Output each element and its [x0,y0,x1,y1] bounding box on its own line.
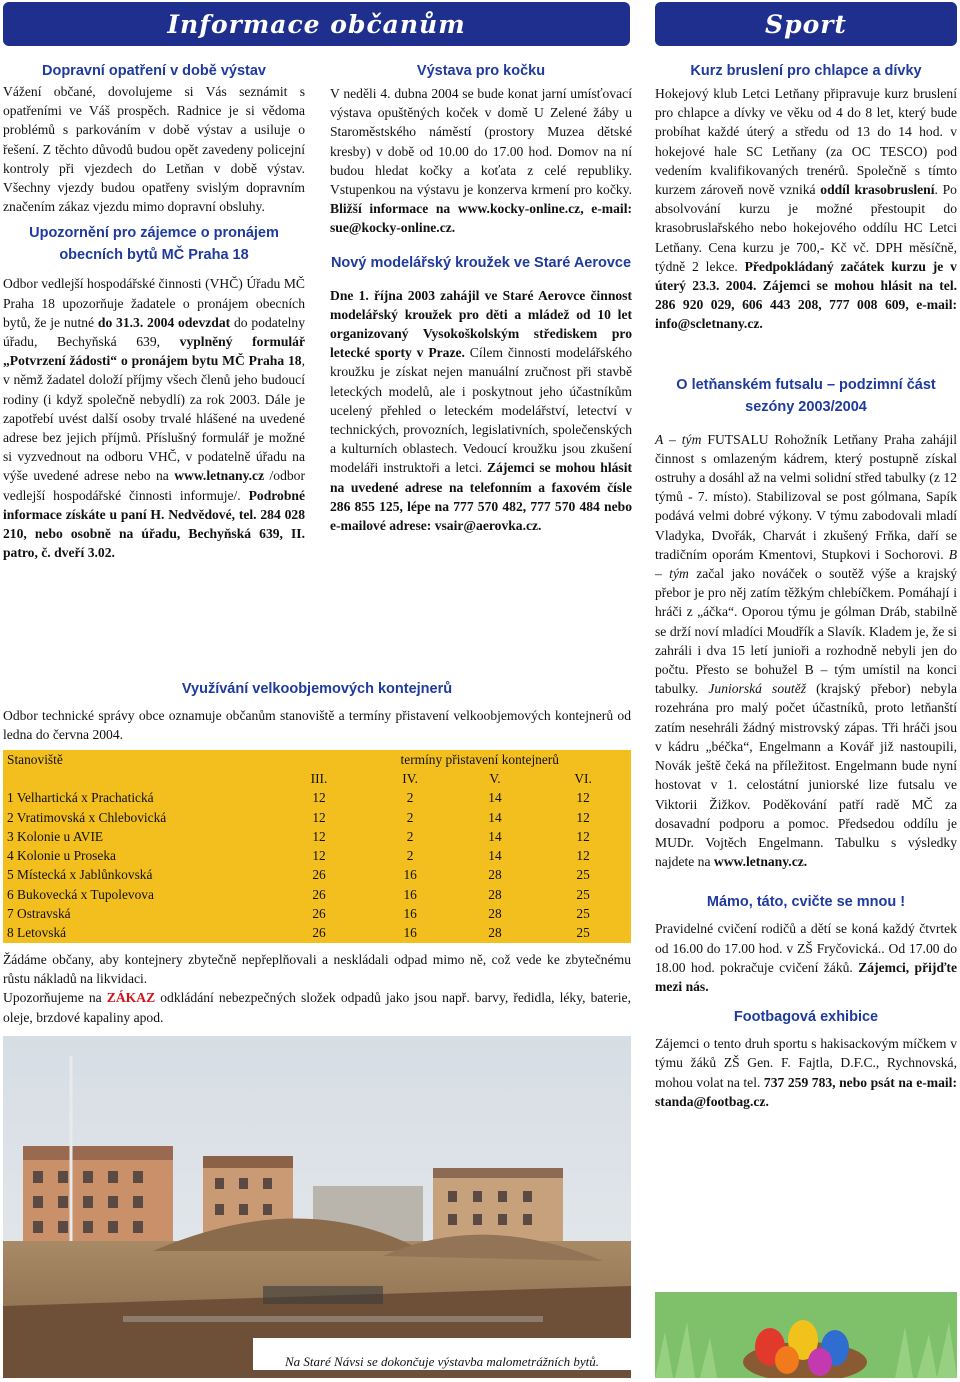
cell: 26 [312,886,326,902]
column-header-terminy: termíny přistavení kontejnerů [400,751,559,767]
construction-photo [3,1036,631,1378]
text: FUTSALU Rohožník Letňany Praha zahájil činnost s omlazeným kádrem, který postupně získal ostruhy a dosáhl až na velmi solidní střed tabulky (z 12 týmů - 7. místo). Stabilizoval se post gólmana, Sapík podává velmi dobré výkony. V týmu zabodovali mladí Vladyka, Dvořák, Charvát i zkušený Frňka, daří se tradičním oporám Kmentovi, Stupkovi i Sochorovi. [655,431,958,562]
row-name: 5 Místecká x Jablůnkovská [7,867,153,883]
text: V neděli 4. dubna 2004 se bude konat jarní umísťovací výstava opuštěných koček v domě U Zelené žáby u Staroměstského náměstí (prostory Muzea dětské kresby) v době od 10.00 do 17.00 hod. Domov na ní budou hledat kočky a koťata z celé republiky. Vstupenkou na výstavu je konzerva krmení pro kočky. [330,86,632,198]
article-pronajem-bytu [3,274,305,562]
kontejnery-intro: Odbor technické správy obce oznamuje občanům stanoviště a termíny přistavení velkoobjemových kontejnerů od ledna do června 2004. [3,708,631,743]
cell: 25 [576,886,590,902]
cell: 12 [576,828,590,844]
table-row [3,904,631,923]
cell: 2 [406,790,414,806]
text: /odbor vedlejší hospodářské činnosti informuje/. [3,468,306,503]
table-row [3,866,631,885]
text: do podatelny úřadu, Bechyňská 639, [3,314,305,350]
cell: 28 [488,867,502,883]
contact-text: Podrobné informace získáte u paní H. Nedvědové, tel. 284 028 210, nebo osobně na úřadu, Bechyňská 639, II. patro, č. dveří 3.02. [3,487,305,561]
row-name: 8 Letovská [7,925,67,941]
article-vystava-pro-kocku [330,84,632,238]
team-label: Juniorská soutěž [708,681,807,697]
month-header: IV. [402,770,418,786]
table-row [3,789,631,808]
cell: 26 [312,906,326,922]
column-left [3,60,305,562]
row-name: 6 Bukovecká x Tupolevova [7,886,154,902]
lead-text: Dne 1. října 2003 zahájil ve Staré Aerovce činnost modelářský kroužek pro děti a mládež od 10 let organizovaný Vysokoškolským střediskem pro letecké sporty v Praze. [330,287,632,361]
deadline-text: do 31.3. 2004 odevzdat [97,314,231,330]
cell: 12 [312,790,326,806]
heading-kontejnery: Využívání velkoobjemových kontejnerů [181,681,453,697]
heading-modelarsky-krouzek: Nový modelářský kroužek ve Staré Aerovce [330,254,632,271]
heading-dopravni-opatreni: Dopravní opatření v době výstav [41,63,266,79]
table-row [3,885,631,904]
text: Hokejový klub Letci Letňany připravuje kurz bruslení pro chlapce a dívky ve věku od 4 do 8 let, který bude probíhat každé úterý a středu od 13 do 14 hod. v hokejové hale SC Letňany (za OC TESCO) pod vedením kvalifikovaných trenérů. Společně s tímto kurzem zároveň nově vzniká [655,86,957,198]
cell: 12 [312,809,326,825]
text: (krajský přebor) nebyla rozehrána pro malý počet účastníků, proto letňanští zatím nesehráli žádný mistrovský zápas. Tři hráči jsou v kádru „béčka“, Engelmann a Kovář již nastoupili, Novák ještě čeká na příležitost. Engelmann bude nyní hostovat v 1. celostátní juniorské lize futsalu ve Viktorii Žižkov. Poděkování patří radě MČ za dosavadní podporu a pomoc. Předsedou oddílu je MUDr. Vojtěch Engelmann. Tabulku s výsledky najdete na [655,681,957,870]
cell: 2 [406,828,414,844]
invite-text: Zájemci, přijďte mezi nás. [655,959,957,994]
cell: 14 [488,828,502,844]
note-zbytecne: Žádáme občany, aby kontejnery zbytečně nepřeplňovali a neskládali odpad mimo ně, což vede ke zbytečnému růstu nákladů na likvidaci. [3,952,631,987]
text: Zájemci o tento druh sportu s hakisackovým míčkem v týmu žáků ZŠ Gen. F. Fajtla, D.F.C., Rychnovská, mohou volat na tel. [655,1036,957,1090]
contact-text: Bližší informace na www.kocky-online.cz, e-mail: sue@kocky-online.cz. [330,201,632,236]
row-name: 1 Velhartická x Prachatická [7,790,154,806]
team-label: B – tým [655,546,957,582]
text: odkládání nebezpečných složek odpadů jako jsou např. barvy, ředidla, léky, baterie, oleje, brzdové kapaliny apod. [3,990,631,1025]
table-row [3,808,631,827]
cell: 14 [488,790,502,806]
article-mamo-tato [655,919,957,996]
text: Upozorňujeme na [3,990,107,1006]
section-header-sport: Sport [655,2,957,46]
text: , v němž žadatel doloží příjmy všech členů jeho budoucí rodiny (i když společně nebydlí) za rok 2003. Dále je zapotřebí uvést další osoby trvalé hlášené na uvedené adrese bez jejich příjmů. Příslušný formulář je možné si vyzvednout na odboru VHČ, v podatelně úřadu na výše uvedené adrese nebo na [3,353,305,484]
row-name: 3 Kolonie u AVIE [7,828,104,844]
column-right [655,60,957,1111]
cell: 2 [406,809,414,825]
heading-vystava-pro-kocku: Výstava pro kočku [416,63,546,79]
heading-footbag: Footbagová exhibice [733,1009,879,1026]
cell: 28 [488,886,502,902]
row-name: 4 Kolonie u Proseka [7,848,116,864]
cell: 26 [312,925,326,941]
photo-caption: Na Staré Návsi se dokončuje výstavba malometrážních bytů. [253,1354,631,1370]
cell: 25 [576,925,590,941]
article-dopravni-opatreni: Vážení občané, dovolujeme si Vás seznámit s opatřeními ve Váš prospěch. Radnice je si vědoma problémů s parkováním v době výstav a usiluje o řešení. Z těchto důvodů budou opět zavedeny policejní kontroly při vjezdech do Letňan v době výstav. Všechny vjezdy budou opatřeny svislým dopravním značením zákaz vjezdu mimo dopravní obsluhy. [3,84,305,215]
website-link[interactable]: www.letnany.cz [174,468,265,484]
cell: 16 [403,867,417,883]
cell: 12 [312,848,326,864]
row-name: 2 Vratimovská x Chlebovická [7,809,167,825]
website-link[interactable]: www.letnany.cz. [713,854,808,870]
cell: 2 [406,848,414,864]
table-row [3,827,631,846]
cell: 28 [488,925,502,941]
row-name: 7 Ostravská [7,906,71,922]
heading-mamo-tato: Mámo, táto, cvičte se mnou ! [706,894,906,911]
article-futsal [655,430,957,872]
article-footbag [655,1034,957,1111]
text: . Po absolvování kurzu je možné přestoupit do krasobruslařského nebo hokejového oddílu HC Letci Letňany. Cena kurzu je 700,- Kč vč. DPH měsíčně, týdně 2 lekce. [655,182,957,274]
column-middle [330,60,632,535]
text: Odbor vedlejší hospodářské činnosti (VHČ) Úřadu MČ Praha 18 upozorňuje žadatele o pronájem obecních bytů, že je nutné [3,276,305,330]
zakaz-word: ZÁKAZ [106,990,156,1006]
table-row [3,924,631,943]
note-zakaz [3,988,631,1026]
highlight-text: oddíl krasobruslení [820,182,935,198]
cell: 26 [312,867,326,883]
table-months-row [3,769,631,788]
month-header: V. [489,770,501,786]
cell: 16 [403,886,417,902]
article-kurz-brusleni [655,84,957,334]
table-header-row [3,750,631,769]
column-header-stanoviste: Stanoviště [7,751,63,767]
article-modelarsky-krouzek [330,286,632,536]
cell: 16 [403,906,417,922]
easter-eggs-image [655,1292,957,1378]
team-label: A – tým [655,431,702,447]
text: Pravidelné cvičení rodičů a dětí se koná každý čtvrtek od 16.00 do 17.00 hod. v ZŠ Fryčovická.. Od 17.00 do 18.00 hod. pokračuje cvičení žáků. [655,921,957,975]
text: začal jako nováček o soutěž výše a krajský přebor je pro něj zatím těžkým chlebíčkem. Pomáhají i hráči z „áčka“. Oporou týmu je gólman Dráb, stabilně se drží noví mladíci Moudřík a Slavík. Kladem je, že si zahráli i dva 15 letí junioři a rozhodně nebyli jen do počtu. Přesto se bohužel B – tým umístil na konci tabulky. [655,566,957,697]
month-header: VI. [574,770,592,786]
table-row [3,846,631,865]
contact-text: Zájemci se mohou hlásit na uvedené adrese na telefonním a faxovém čísle 286 855 125, lépe na 777 570 482, 777 570 484 nebo e-mailové adrese: vsair@aerovka.cz. [330,460,632,534]
cell: 25 [576,906,590,922]
cell: 14 [488,848,502,864]
heading-futsal: O letňanském futsalu – podzimní část sezóny 2003/2004 [676,376,936,415]
section-header-informace: Informace občanům [3,2,630,46]
kontejnery-notes [3,950,631,1027]
month-header: III. [310,770,328,786]
cell: 12 [576,790,590,806]
kontejnery-table [3,750,631,943]
cell: 25 [576,867,590,883]
contact-text: 737 259 783, nebo psát na e-mail: standa@footbag.cz. [655,1074,957,1109]
form-name: vyplněný formulář „Potvrzení žádosti“ o pronájem bytu MČ Praha 18 [3,334,305,369]
cell: 28 [488,906,502,922]
cell: 16 [403,925,417,941]
heading-pronajem-bytu: Upozornění pro zájemce o pronájem obecních bytů MČ Praha 18 [29,225,279,264]
cell: 12 [576,848,590,864]
heading-kurz-brusleni: Kurz bruslení pro chlapce a dívky [690,63,922,79]
cell: 12 [312,828,326,844]
contact-text: Předpokládaný začátek kurzu je v úterý 23.3. 2004. Zájemci se mohou hlásit na tel. 286 920 029, 606 443 208, 777 008 609, e-mail: info@scletnany.cz. [655,258,957,332]
cell: 14 [488,809,502,825]
text: Cílem činnosti modelářského kroužku je získat nejen manuální zručnost při stavbě leteckých modelů, ale i poskytnout jeho účastníkům ucelený přehled o leteckém modelářství, letectví v technických, provozních, legislativních, společenských a kulturních oblastech. Vedoucí kroužku jsou zkušení modeláři instruktoři a letci. [330,345,632,476]
cell: 12 [576,809,590,825]
